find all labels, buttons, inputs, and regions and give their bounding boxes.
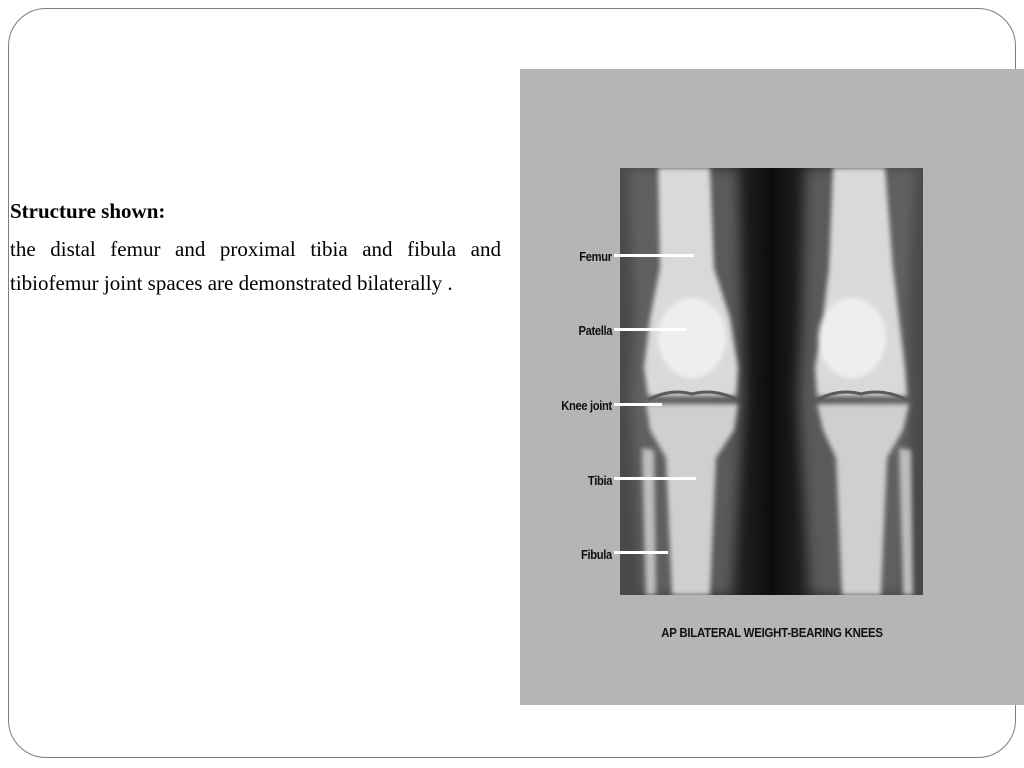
patella-label: Patella (578, 323, 612, 338)
tibia-label: Tibia (587, 473, 612, 488)
tibia-pointer (614, 477, 696, 480)
fibula-label: Fibula (581, 547, 612, 562)
knee-joint-label: Knee joint (561, 398, 612, 413)
knee-joint-pointer (614, 403, 662, 406)
xray-figure (520, 69, 1024, 705)
structure-text-block (10, 196, 501, 300)
fibula-pointer (614, 551, 668, 554)
figure-caption: AP BILATERAL WEIGHT-BEARING KNEES (661, 625, 883, 640)
structure-description: the distal femur and proximal tibia and fibula and tibiofemur joint spaces are demonstrated bilaterally . (10, 237, 501, 295)
structure-heading: Structure shown: (10, 199, 166, 223)
femur-label: Femur (579, 249, 612, 264)
knee-xray-image (620, 168, 923, 595)
femur-pointer (614, 254, 694, 257)
patella-pointer (614, 328, 686, 331)
